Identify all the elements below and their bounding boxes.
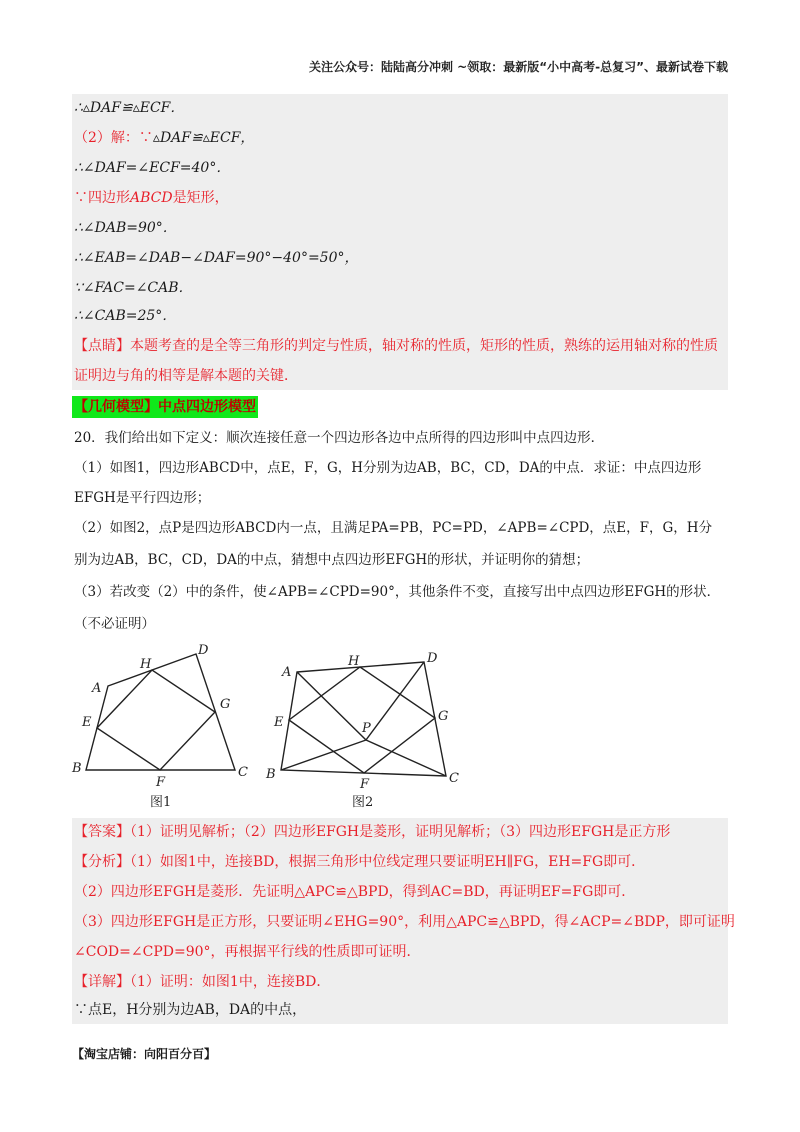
model-tag: 【几何模型】中点四边形模型 <box>72 396 258 418</box>
figure-2-lines <box>281 662 449 776</box>
fig2-label-G: G <box>438 709 449 724</box>
solution-line-2: （2）解：∵▵DAF≌▵ECF， <box>74 130 255 146</box>
problem-q1-line1: （1）如图1，四边形ABCD中，点E，F，G，H分别为边AB，BC，CD，DA的中点．求证：中点四边形 <box>74 460 702 476</box>
solution-line-5: ∴∠DAB=90°． <box>74 220 177 236</box>
analysis-line-1: 【分析】（1）如图1中，连接BD，根据三角形中位线定理只要证明EH∥FG，EH=FG即可． <box>74 854 646 870</box>
fig1-label-E: E <box>82 715 92 730</box>
fig1-label-D: D <box>198 643 209 658</box>
fig2-label-B: B <box>266 767 276 782</box>
fig1-label-B: B <box>72 761 82 776</box>
solution-line-3: ∴∠DAF=∠ECF=40°． <box>74 160 231 176</box>
fig1-label-A: A <box>92 681 102 696</box>
analysis-line-2: （2）四边形EFGH是菱形．先证明△APC≌△BPD，得到AC=BD，再证明EF=FG即可． <box>74 884 636 900</box>
fig1-label-G: G <box>220 697 231 712</box>
fig2-label-F: F <box>360 777 370 792</box>
solution-line-4: ∵四边形ABCD是矩形， <box>74 190 229 206</box>
analysis-line-4: ∠COD=∠CPD=90°，再根据平行线的性质即可证明． <box>74 944 421 960</box>
fig1-label-H: H <box>140 657 152 672</box>
problem-intro: 20．我们给出如下定义：顺次连接任意一个四边形各边中点所得的四边形叫中点四边形． <box>74 430 605 446</box>
fig1-label-C: C <box>238 765 248 780</box>
key-point-line-1: 【点睛】本题考查的是全等三角形的判定与性质，轴对称的性质，矩形的性质，熟练的运用轴对称的性质 <box>74 338 718 354</box>
solution-line-8: ∴∠CAB=25°． <box>74 308 177 324</box>
problem-q2-line1: （2）如图2，点P是四边形ABCD内一点，且满足PA=PB，PC=PD，∠APB=∠CPD，点E，F，G，H分 <box>74 520 713 536</box>
fig2-label-D: D <box>427 651 438 666</box>
fig2-label-C: C <box>449 771 459 786</box>
fig2-label-P: P <box>362 721 371 736</box>
problem-q3-line2: （不必证明） <box>74 616 155 632</box>
detail-line-2: ∵点E，H分别为边AB，DA的中点， <box>74 1002 307 1018</box>
detail-line-1: 【详解】（1）证明：如图1中，连接BD． <box>74 974 331 990</box>
geometry-figures <box>60 640 480 815</box>
page-header: 关注公众号：陆陆高分冲刺 ~领取：最新版“小中高考-总复习”、最新试卷下载 <box>309 60 728 74</box>
solution-line-7: ∵∠FAC=∠CAB． <box>74 280 193 296</box>
fig1-label-F: F <box>156 775 166 790</box>
analysis-line-3: （3）四边形EFGH是正方形，只要证明∠EHG=90°，利用△APC≌△BPD，得∠ACP=∠BDP，即可证明 <box>74 914 735 930</box>
fig2-label-H: H <box>348 654 360 669</box>
key-point-line-2: 证明边与角的相等是解本题的关键． <box>74 368 298 384</box>
fig2-label-E: E <box>274 715 284 730</box>
page-footer: 【淘宝店铺：向阳百分百】 <box>72 1047 217 1061</box>
solution-line-6: ∴∠EAB=∠DAB−∠DAF=90°−40°=50°， <box>74 250 359 266</box>
answer-line: 【答案】（1）证明见解析；（2）四边形EFGH是菱形，证明见解析；（3）四边形EFGH是正方形 <box>74 824 671 840</box>
solution-line-1: ∴▵DAF≌▵ECF． <box>74 100 185 116</box>
figure-1-lines <box>86 654 235 770</box>
problem-q2-line2: 别为边AB，BC，CD，DA的中点，猜想中点四边形EFGH的形状，并证明你的猜想； <box>74 552 590 568</box>
figure-1-caption: 图1 <box>150 795 172 810</box>
problem-q1-line2: EFGH是平行四边形； <box>74 490 211 506</box>
problem-q3-line1: （3）若改变（2）中的条件，使∠APB=∠CPD=90°，其他条件不变，直接写出中点四边形EFGH的形状． <box>74 584 721 600</box>
figure-2-caption: 图2 <box>352 795 374 810</box>
fig2-label-A: A <box>282 665 292 680</box>
